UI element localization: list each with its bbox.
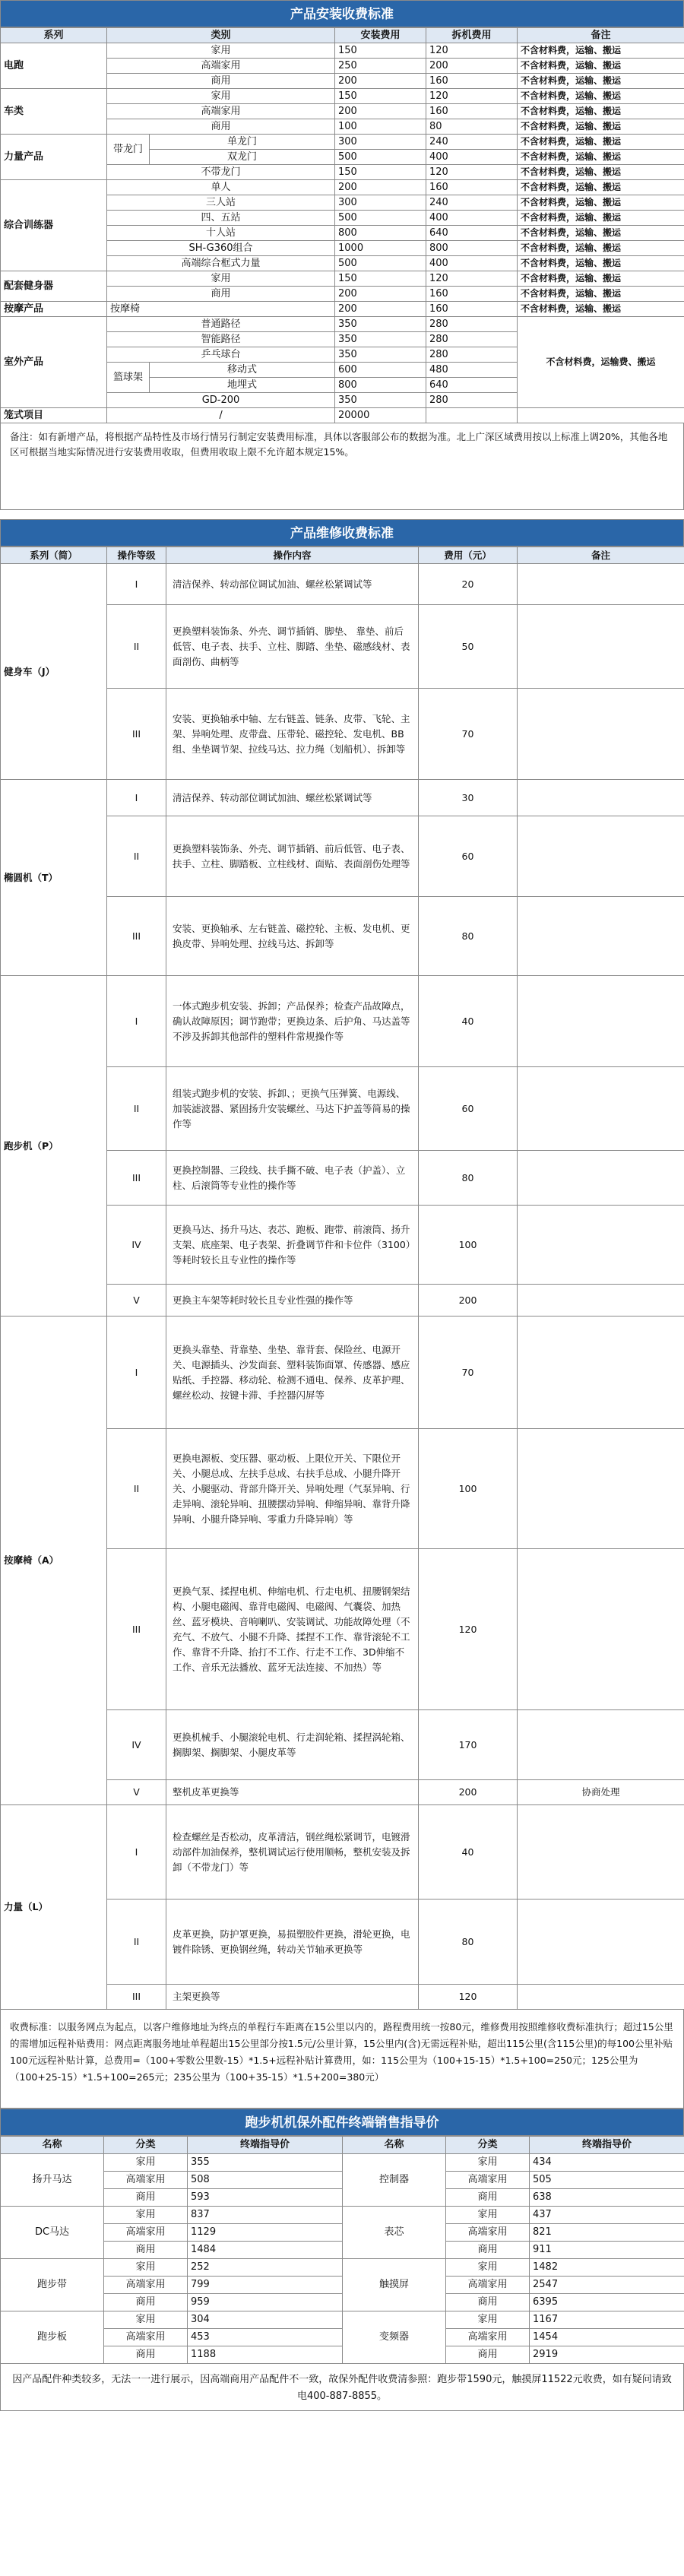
install-header-row [1, 28, 684, 43]
level-cell: IV [107, 1710, 166, 1780]
note-cell [518, 1985, 684, 2010]
part-type-cell: 家用 [104, 2207, 188, 2224]
table-row [1, 180, 684, 195]
part-type-cell: 家用 [446, 2259, 530, 2277]
fee-cell: 50 [419, 605, 518, 689]
install-fee: 200 [335, 180, 426, 195]
level-cell: III [107, 897, 166, 976]
series-cell: 按摩椅（A） [1, 1317, 107, 1805]
content-cell: 清洁保养、转动部位调试加油、螺丝松紧调试等 [166, 564, 419, 605]
note-cell: 不含材料费，运输、搬运 [518, 104, 684, 119]
install-fee: 250 [335, 59, 426, 74]
part-price-cell: 638 [530, 2189, 684, 2207]
removal-fee: 480 [426, 363, 518, 378]
note-cell: 不含材料费，运输、搬运 [518, 150, 684, 165]
parts-body [1, 2154, 684, 2364]
header-name-left: 名称 [1, 2137, 104, 2154]
part-type-cell: 家用 [104, 2311, 188, 2329]
note-cell [518, 1710, 684, 1780]
install-fee: 350 [335, 317, 426, 332]
fee-cell: 70 [419, 689, 518, 780]
content-cell: 安装、更换轴承、左右链盖、磁控轮、主板、发电机、更换皮带、异响处理、拉线马达、拆卸等 [166, 897, 419, 976]
part-price-cell: 453 [188, 2329, 343, 2346]
part-price-cell: 911 [530, 2242, 684, 2259]
series-cell: 力量产品 [1, 135, 107, 180]
note-cell [518, 1067, 684, 1151]
note-cell [518, 1549, 684, 1710]
repair-title: 产品维修收费标准 [0, 519, 684, 547]
install-fee: 350 [335, 393, 426, 408]
level-cell: III [107, 689, 166, 780]
part-type-cell: 商用 [104, 2294, 188, 2311]
subcategory-cell: 篮球架 [107, 363, 150, 393]
removal-fee: 240 [426, 195, 518, 211]
note-cell: 不含材料费，运输、搬运 [518, 165, 684, 180]
note-cell [518, 1900, 684, 1985]
series-cell: 综合训练器 [1, 180, 107, 271]
series-cell: 健身车（J） [1, 564, 107, 780]
series-cell: 力量（L） [1, 1805, 107, 2010]
series-cell: 电跑 [1, 43, 107, 89]
install-fee: 150 [335, 43, 426, 59]
note-cell [518, 1317, 684, 1429]
category-cell: 乒乓球台 [107, 347, 335, 363]
removal-fee: 120 [426, 43, 518, 59]
note-cell [518, 1151, 684, 1206]
level-cell: II [107, 816, 166, 897]
category-cell: 高端家用 [107, 59, 335, 74]
note-cell [518, 605, 684, 689]
category-cell: 商用 [107, 287, 335, 302]
level-cell: I [107, 1317, 166, 1429]
part-price-cell: 2919 [530, 2346, 684, 2364]
part-price-cell: 821 [530, 2224, 684, 2242]
part-price-cell: 837 [188, 2207, 343, 2224]
content-cell: 更换塑料装饰条、外壳、调节插销、前后低管、电子表、扶手、立柱、脚踏板、立柱线材、面贴、表面剖伤处理等 [166, 816, 419, 897]
parts-header-row [1, 2137, 684, 2154]
part-price-cell: 1484 [188, 2242, 343, 2259]
part-type-cell: 商用 [446, 2189, 530, 2207]
part-type-cell: 家用 [446, 2154, 530, 2172]
removal-fee: 400 [426, 150, 518, 165]
part-price-cell: 1454 [530, 2329, 684, 2346]
install-fee: 800 [335, 226, 426, 241]
part-price-cell: 6395 [530, 2294, 684, 2311]
removal-fee: 240 [426, 135, 518, 150]
part-type-cell: 高端家用 [446, 2224, 530, 2242]
header-removal-fee: 拆机费用 [426, 28, 518, 43]
removal-fee: 200 [426, 59, 518, 74]
category-cell: 十人站 [107, 226, 335, 241]
category-cell: 不带龙门 [107, 165, 335, 180]
part-type-cell: 高端家用 [104, 2224, 188, 2242]
part-type-cell: 商用 [446, 2294, 530, 2311]
category-cell: GD-200 [107, 393, 335, 408]
content-cell: 更换电源板、变压器、驱动板、上限位开关、下限位开关、小腿总成、左扶手总成、右扶手总成、小腿升降开关、小腿驱动、背部升降开关、异响处理（气泵异响、行走异响、滚轮异响、扭腰摆动异响、伸缩异响、靠背升降异响、小腿升降异响、零重力升降异响）等 [166, 1429, 419, 1549]
part-name-cell: 控制器 [343, 2154, 446, 2207]
part-type-cell: 家用 [104, 2154, 188, 2172]
note-cell: 不含材料费，运输、搬运 [518, 74, 684, 89]
note-cell: 不含材料费，运输、搬运 [518, 256, 684, 271]
install-note: 备注：如有新增产品，将根据产品特性及市场行情另行制定安装费用标准，具体以客服部公布的数据为准。北上广深区域费用按以上标准上调20%，其他各地区可根据当地实际情况进行安装费用收取，但费用收取上限不允许超本规定15%。 [0, 423, 684, 510]
note-cell [518, 408, 684, 423]
content-cell: 一体式跑步机安装、拆卸；产品保养；检查产品故障点，确认故障原因；调节跑带；更换边条、后护角、马达盖等不涉及拆卸其他部件的塑料件常规操作等 [166, 976, 419, 1067]
header-series: 系列 [1, 28, 107, 43]
note-cell [518, 780, 684, 816]
part-type-cell: 家用 [104, 2259, 188, 2277]
note-cell: 不含材料费，运输、搬运 [518, 43, 684, 59]
content-cell: 安装、更换轴承中轴、左右链盖、链条、皮带、飞轮、主架、异响处理、皮带盘、压带轮、磁控轮、发电机、BB组、坐垫调节架、拉线马达、拉力绳（划船机）、拆卸等 [166, 689, 419, 780]
fee-cell: 100 [419, 1206, 518, 1285]
part-price-cell: 508 [188, 2172, 343, 2189]
header-fee: 费用（元） [419, 547, 518, 564]
note-cell [518, 1206, 684, 1285]
removal-fee: 80 [426, 119, 518, 135]
fee-cell: 170 [419, 1710, 518, 1780]
install-fee: 200 [335, 74, 426, 89]
removal-fee: 160 [426, 302, 518, 317]
header-name-right: 名称 [343, 2137, 446, 2154]
install-fee: 100 [335, 119, 426, 135]
repair-note: 收费标准：以服务网点为起点，以客户维修地址为终点的单程行车距离在15公里以内的，路程费用统一按80元，维修费用按照维修收费标准执行；超过15公里的需增加远程补贴费用：网点距离服务地址单程超出15公里部分按1.5元/公里计算，15公里内(含)无需远程补贴，超出115公里(含115公里)的每100公里补贴100元远程补贴计算，总费用=（100+零数公里数-15）*1.5+远程补贴计算费用，如：115公里为（100+15-15）*1.5+100=250元；125公里为（100+25-15）*1.5+100=265元；235公里为（100+35-15）*1.5+200=380元） [0, 2010, 684, 2109]
header-price-left: 终端指导价 [188, 2137, 343, 2154]
install-title: 产品安装收费标准 [0, 0, 684, 27]
note-cell: 不含材料费，运输、搬运 [518, 59, 684, 74]
fee-cell: 60 [419, 816, 518, 897]
content-cell: 更换马达、扬升马达、表芯、跑板、跑带、前滚筒、扬升支架、底座架、电子表架、折叠调节件和卡位件（3100）等耗时较长且专业性的操作等 [166, 1206, 419, 1285]
part-type-cell: 家用 [446, 2311, 530, 2329]
install-fee: 150 [335, 165, 426, 180]
content-cell: 更换主车架等耗时较长且专业性强的操作等 [166, 1285, 419, 1317]
category-cell: 双龙门 [150, 150, 335, 165]
fee-cell: 100 [419, 1429, 518, 1549]
category-cell: 高端综合框式力量 [107, 256, 335, 271]
install-fee: 300 [335, 195, 426, 211]
part-price-cell: 959 [188, 2294, 343, 2311]
category-cell: 家用 [107, 89, 335, 104]
category-cell: 四、五站 [107, 211, 335, 226]
fee-cell: 120 [419, 1985, 518, 2010]
note-cell [518, 1285, 684, 1317]
table-row [1, 976, 684, 1067]
note-cell: 不含材料费，运输、搬运 [518, 89, 684, 104]
note-cell: 协商处理 [518, 1780, 684, 1805]
table-row [1, 2207, 684, 2224]
table-row [1, 135, 684, 150]
install-table [0, 27, 684, 423]
content-cell: 更换头靠垫、背靠垫、坐垫、靠背套、保险丝、电源开关、电源插头、沙发面套、塑料装饰面罩、传感器、感应贴纸、手控器、移动轮、检测不通电、保养、皮革护理、螺丝松动、按键卡滞、手控器闪屏等 [166, 1317, 419, 1429]
table-row [1, 408, 684, 423]
fee-cell: 80 [419, 1151, 518, 1206]
series-cell: 笼式项目 [1, 408, 107, 423]
part-type-cell: 高端家用 [446, 2329, 530, 2346]
content-cell: 更换气泵、揉捏电机、伸缩电机、行走电机、扭腰钢架结构、小腿电磁阀、靠背电磁阀、电磁阀、气囊袋、加热丝、蓝牙模块、音响喇叭、安装调试、功能故障处理（不充气、不放气、小腿不升降、揉捏不工作、靠背滚轮不工作、靠背不升降、抬打不工作、行走不工作、3D伸缩不工作、音乐无法播放、蓝牙无法连接、不加热）等 [166, 1549, 419, 1710]
table-row [1, 564, 684, 605]
fee-cell: 80 [419, 897, 518, 976]
fee-cell: 200 [419, 1780, 518, 1805]
install-fee: 500 [335, 150, 426, 165]
table-row [1, 43, 684, 59]
content-cell: 更换塑料装饰条、外壳、调节插销、脚垫、 靠垫、前后低管、电子表、扶手、立柱、脚踏、坐垫、磁感线材、表面剖伤、曲柄等 [166, 605, 419, 689]
series-cell: 按摩产品 [1, 302, 107, 317]
note-cell [518, 816, 684, 897]
category-cell: 家用 [107, 43, 335, 59]
removal-fee: 120 [426, 165, 518, 180]
removal-fee: 640 [426, 226, 518, 241]
header-series: 系列（简） [1, 547, 107, 564]
part-type-cell: 高端家用 [104, 2277, 188, 2294]
table-row [1, 2259, 684, 2277]
level-cell: III [107, 1985, 166, 2010]
level-cell: II [107, 1900, 166, 1985]
removal-fee: 160 [426, 104, 518, 119]
note-cell: 不含材料费，运输、搬运 [518, 241, 684, 256]
install-fee: 200 [335, 302, 426, 317]
part-price-cell: 437 [530, 2207, 684, 2224]
part-type-cell: 高端家用 [104, 2329, 188, 2346]
header-note: 备注 [518, 547, 684, 564]
repair-header-row [1, 547, 684, 564]
table-row [1, 302, 684, 317]
part-price-cell: 505 [530, 2172, 684, 2189]
install-fee: 200 [335, 287, 426, 302]
level-cell: II [107, 1429, 166, 1549]
category-cell: 商用 [107, 119, 335, 135]
note-cell [518, 689, 684, 780]
part-type-cell: 高端家用 [104, 2172, 188, 2189]
header-category: 类别 [107, 28, 335, 43]
part-price-cell: 434 [530, 2154, 684, 2172]
part-price-cell: 2547 [530, 2277, 684, 2294]
content-cell: 更换机械手、小腿滚轮电机、行走润轮箱、揉捏涡轮箱、搁脚架、搁脚架、小腿皮革等 [166, 1710, 419, 1780]
series-cell: 跑步机（P） [1, 976, 107, 1317]
install-fee: 350 [335, 347, 426, 363]
table-row [1, 1805, 684, 1900]
removal-fee: 280 [426, 393, 518, 408]
note-cell [518, 976, 684, 1067]
part-type-cell: 商用 [446, 2242, 530, 2259]
removal-fee: 120 [426, 271, 518, 287]
header-level: 操作等级 [107, 547, 166, 564]
install-fee: 20000 [335, 408, 426, 423]
part-type-cell: 商用 [104, 2189, 188, 2207]
section-gap [0, 510, 684, 519]
removal-fee [426, 408, 518, 423]
header-note: 备注 [518, 28, 684, 43]
part-price-cell: 355 [188, 2154, 343, 2172]
install-fee: 300 [335, 135, 426, 150]
removal-fee: 400 [426, 211, 518, 226]
table-row [1, 271, 684, 287]
table-row [1, 2154, 684, 2172]
level-cell: II [107, 1067, 166, 1151]
series-cell: 配套健身器 [1, 271, 107, 302]
level-cell: II [107, 605, 166, 689]
install-fee: 600 [335, 363, 426, 378]
level-cell: III [107, 1549, 166, 1710]
parts-note: 因产品配件种类较多，无法一一进行展示，因高端商用产品配件不一致，故保外配件收费清参照：跑步带1590元，触摸屏11522元收费，如有疑问请致电400-887-8855。 [0, 2364, 684, 2411]
category-cell: / [107, 408, 335, 423]
removal-fee: 400 [426, 256, 518, 271]
part-name-cell: 表芯 [343, 2207, 446, 2259]
note-cell: 不含材料费，运输、搬运 [518, 302, 684, 317]
header-type-left: 分类 [104, 2137, 188, 2154]
install-fee: 500 [335, 211, 426, 226]
category-cell: 地埋式 [150, 378, 335, 393]
note-cell: 不含材料费，运输、搬运 [518, 211, 684, 226]
level-cell: III [107, 1151, 166, 1206]
part-price-cell: 1129 [188, 2224, 343, 2242]
part-name-cell: 变频器 [343, 2311, 446, 2364]
part-name-cell: 扬升马达 [1, 2154, 104, 2207]
table-row [1, 780, 684, 816]
install-fee: 500 [335, 256, 426, 271]
part-price-cell: 1482 [530, 2259, 684, 2277]
level-cell: IV [107, 1206, 166, 1285]
fee-cell: 20 [419, 564, 518, 605]
bottom-space [0, 2411, 684, 2442]
table-row [1, 317, 684, 332]
level-cell: I [107, 976, 166, 1067]
level-cell: V [107, 1780, 166, 1805]
level-cell: V [107, 1285, 166, 1317]
category-cell: 移动式 [150, 363, 335, 378]
subcategory-cell: 带龙门 [107, 135, 150, 165]
header-install-fee: 安装费用 [335, 28, 426, 43]
note-cell [518, 897, 684, 976]
series-cell: 椭圆机（T） [1, 780, 107, 976]
note-cell: 不含材料费，运输、搬运 [518, 180, 684, 195]
removal-fee: 160 [426, 287, 518, 302]
category-cell: 普通路径 [107, 317, 335, 332]
part-price-cell: 1188 [188, 2346, 343, 2364]
note-cell: 不含材料费，运输、搬运 [518, 271, 684, 287]
part-type-cell: 商用 [104, 2346, 188, 2364]
part-type-cell: 高端家用 [446, 2172, 530, 2189]
content-cell: 更换控制器、三段线、扶手撕不破、电子表（护盖）、立柱、后滚筒等专业性的操作等 [166, 1151, 419, 1206]
fee-cell: 200 [419, 1285, 518, 1317]
category-cell: SH-G360组合 [107, 241, 335, 256]
content-cell: 清洁保养、转动部位调试加油、螺丝松紧调试等 [166, 780, 419, 816]
install-fee: 1000 [335, 241, 426, 256]
table-row [1, 89, 684, 104]
fee-cell: 40 [419, 1805, 518, 1900]
removal-fee: 640 [426, 378, 518, 393]
part-name-cell: 触摸屏 [343, 2259, 446, 2311]
fee-cell: 40 [419, 976, 518, 1067]
part-price-cell: 252 [188, 2259, 343, 2277]
removal-fee: 280 [426, 332, 518, 347]
part-type-cell: 家用 [446, 2207, 530, 2224]
level-cell: I [107, 780, 166, 816]
category-cell: 单龙门 [150, 135, 335, 150]
category-cell: 按摩椅 [107, 302, 335, 317]
note-cell [518, 1429, 684, 1549]
install-fee: 800 [335, 378, 426, 393]
install-fee: 150 [335, 271, 426, 287]
category-cell: 高端家用 [107, 104, 335, 119]
parts-table [0, 2136, 684, 2364]
part-type-cell: 高端家用 [446, 2277, 530, 2294]
parts-title: 跑步机机保外配件终端销售指导价 [0, 2109, 684, 2136]
part-price-cell: 1167 [530, 2311, 684, 2329]
part-price-cell: 799 [188, 2277, 343, 2294]
repair-table [0, 547, 684, 2010]
table-row [1, 1317, 684, 1429]
header-price-right: 终端指导价 [530, 2137, 684, 2154]
removal-fee: 800 [426, 241, 518, 256]
fee-cell: 60 [419, 1067, 518, 1151]
content-cell: 皮革更换，防护罩更换，易损塑胶件更换，滑轮更换，电镀件除锈、更换钢丝绳，转动关节轴承更换等 [166, 1900, 419, 1985]
part-type-cell: 商用 [104, 2242, 188, 2259]
removal-fee: 160 [426, 180, 518, 195]
content-cell: 组装式跑步机的安装、拆卸、；更换气压弹簧、电源线、加装滤波器、紧固扬升安装螺丝、马达下护盖等简易的操作等 [166, 1067, 419, 1151]
category-cell: 三人站 [107, 195, 335, 211]
series-cell: 室外产品 [1, 317, 107, 408]
note-cell: 不含材料费，运输、搬运 [518, 226, 684, 241]
outdoor-note-cell: 不含材料费，运输费、搬运 [518, 317, 684, 408]
part-price-cell: 593 [188, 2189, 343, 2207]
level-cell: I [107, 1805, 166, 1900]
category-cell: 家用 [107, 271, 335, 287]
removal-fee: 280 [426, 317, 518, 332]
part-name-cell: 跑步带 [1, 2259, 104, 2311]
content-cell: 检查螺丝是否松动，皮革清洁，钢丝绳松紧调节，电镀滑动部件加油保养，整机调试运行使用顺畅，整机安装及拆卸（不带龙门）等 [166, 1805, 419, 1900]
header-content: 操作内容 [166, 547, 419, 564]
part-price-cell: 304 [188, 2311, 343, 2329]
removal-fee: 160 [426, 74, 518, 89]
fee-cell: 80 [419, 1900, 518, 1985]
level-cell: I [107, 564, 166, 605]
removal-fee: 120 [426, 89, 518, 104]
note-cell: 不含材料费，运输、搬运 [518, 287, 684, 302]
category-cell: 商用 [107, 74, 335, 89]
category-cell: 智能路径 [107, 332, 335, 347]
install-fee: 150 [335, 89, 426, 104]
part-name-cell: 跑步板 [1, 2311, 104, 2364]
part-name-cell: DC马达 [1, 2207, 104, 2259]
note-cell: 不含材料费，运输、搬运 [518, 119, 684, 135]
install-fee: 350 [335, 332, 426, 347]
part-type-cell: 商用 [446, 2346, 530, 2364]
category-cell: 单人 [107, 180, 335, 195]
table-row [1, 2311, 684, 2329]
note-cell: 不含材料费，运输、搬运 [518, 135, 684, 150]
content-cell: 整机皮革更换等 [166, 1780, 419, 1805]
fee-cell: 70 [419, 1317, 518, 1429]
note-cell [518, 1805, 684, 1900]
note-cell: 不含材料费，运输、搬运 [518, 195, 684, 211]
install-fee: 200 [335, 104, 426, 119]
fee-cell: 30 [419, 780, 518, 816]
header-type-right: 分类 [446, 2137, 530, 2154]
fee-cell: 120 [419, 1549, 518, 1710]
series-cell: 车类 [1, 89, 107, 135]
removal-fee: 280 [426, 347, 518, 363]
note-cell [518, 564, 684, 605]
content-cell: 主架更换等 [166, 1985, 419, 2010]
